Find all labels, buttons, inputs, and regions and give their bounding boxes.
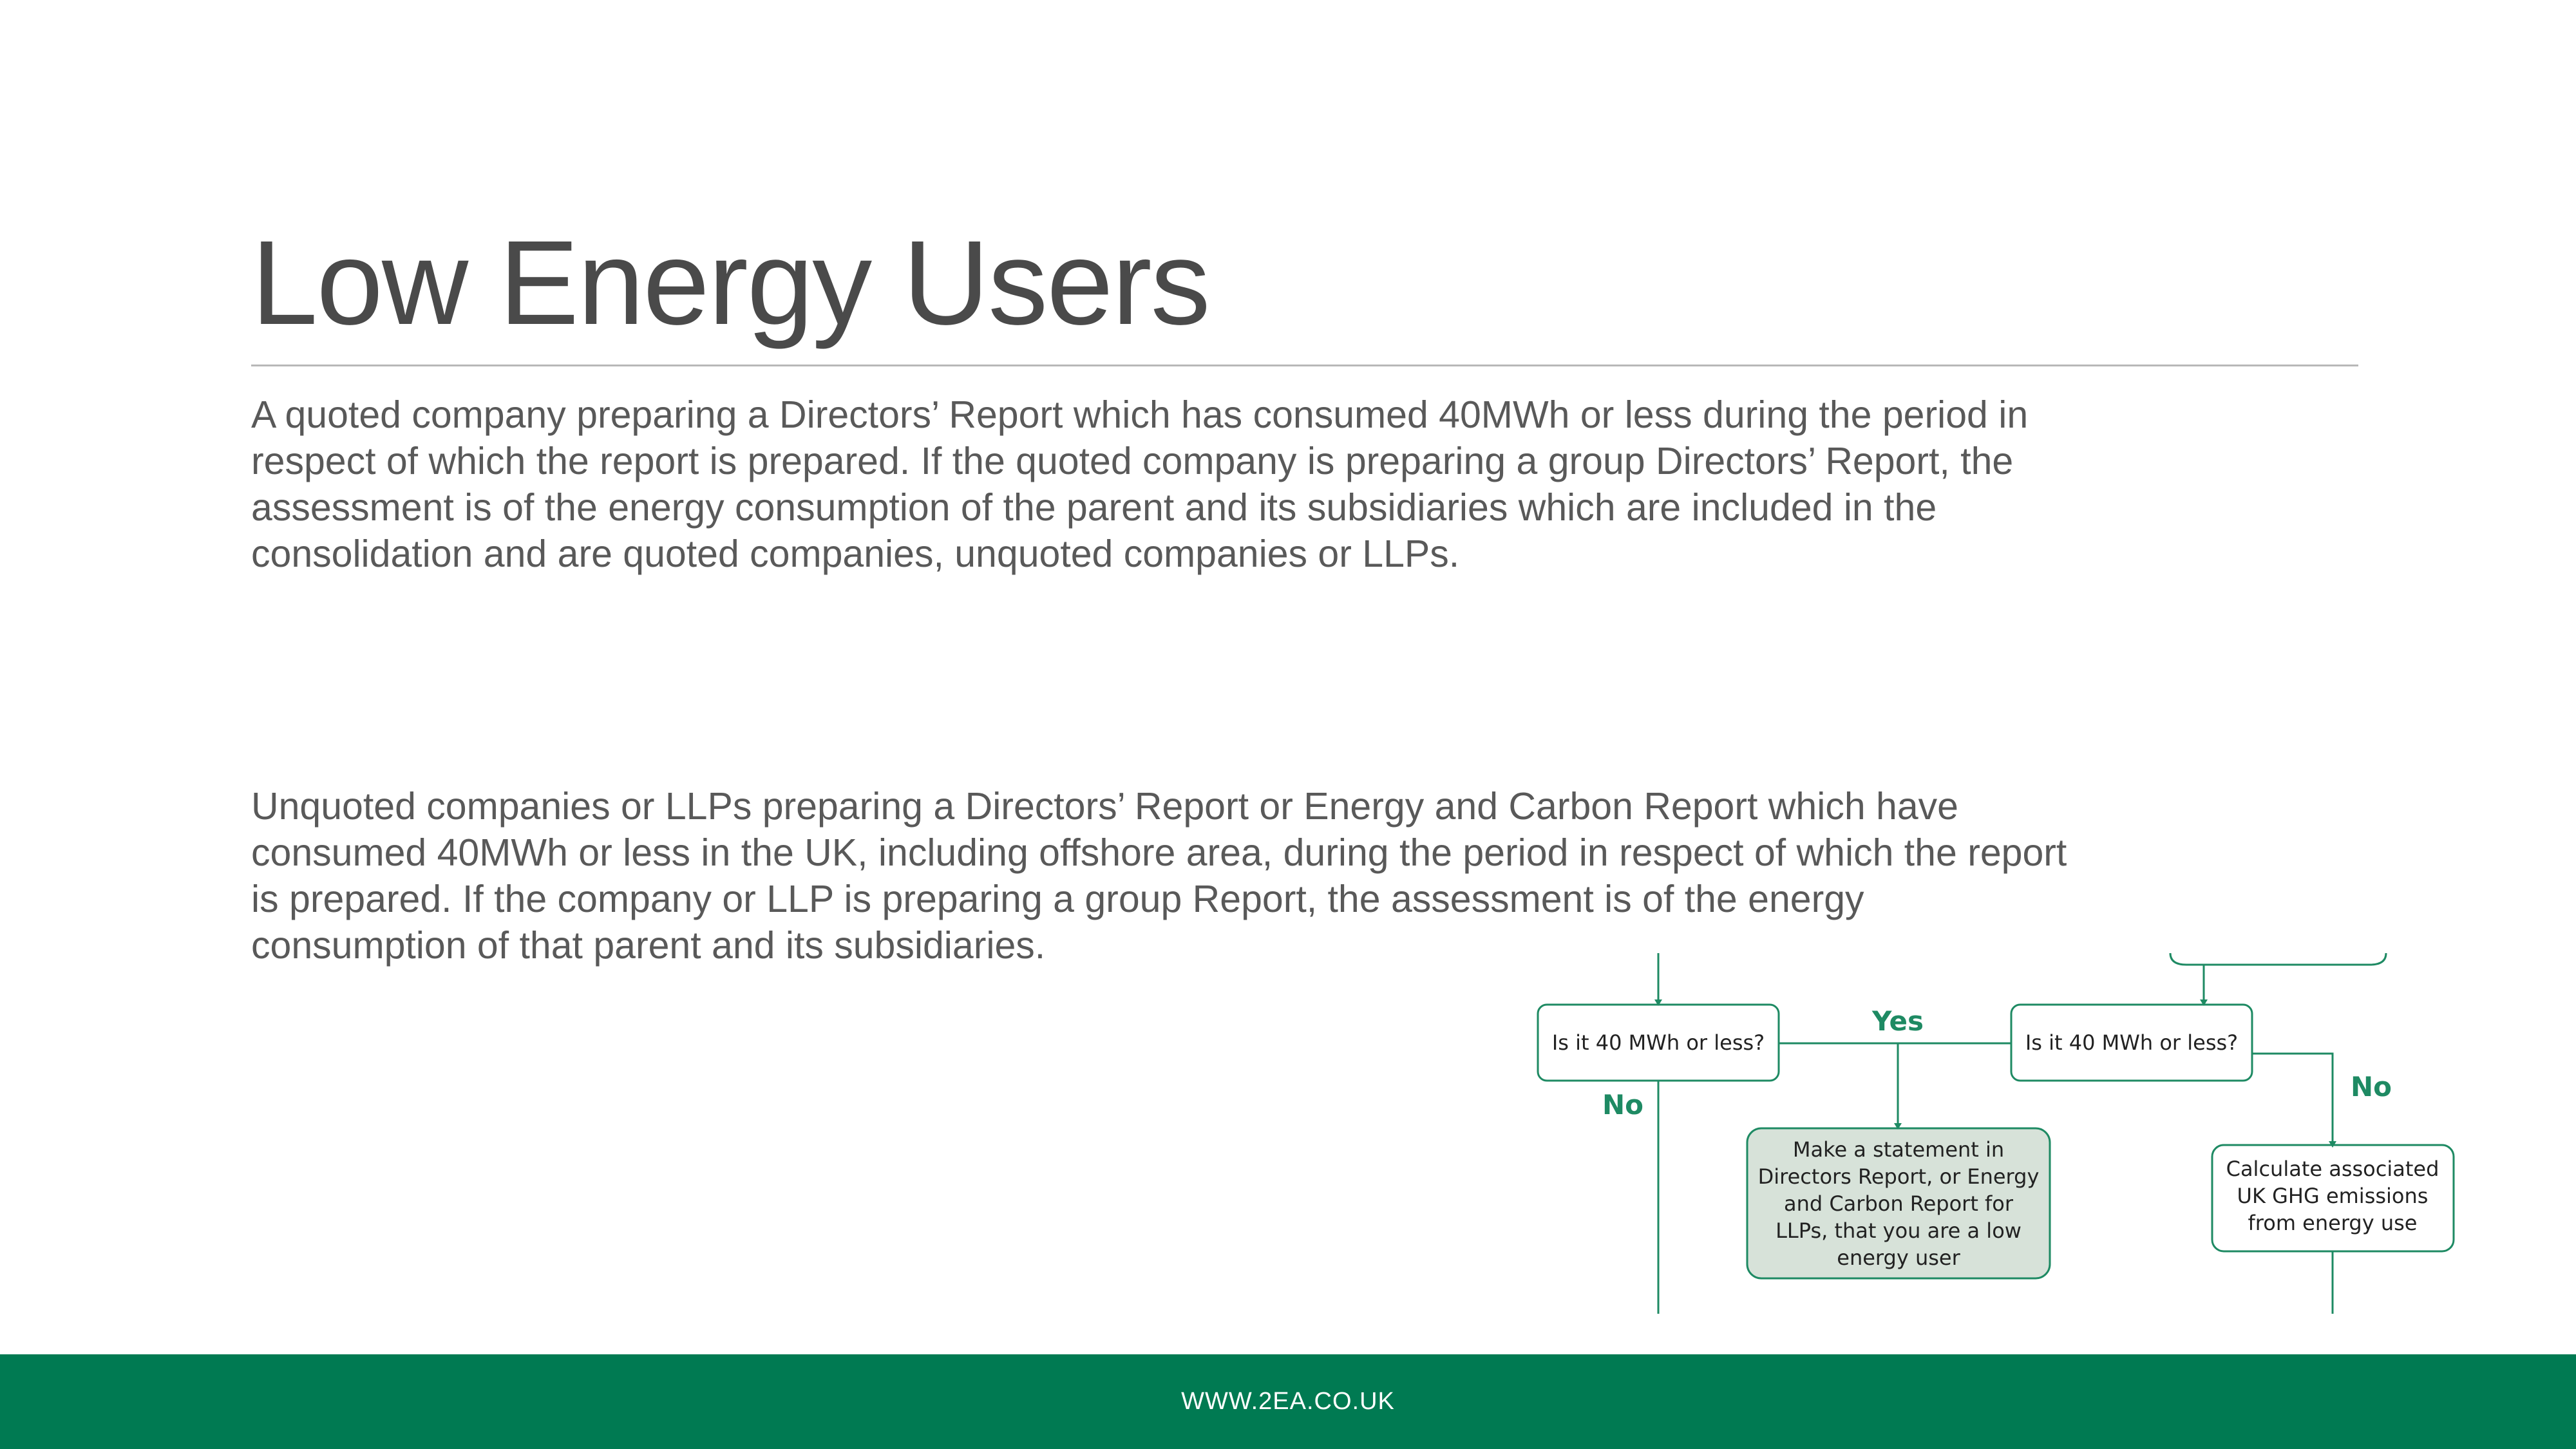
title-divider [251,365,2358,366]
calculate-line: Calculate associated [2226,1157,2439,1181]
no-connector-right [2252,1054,2333,1146]
statement-line: and Carbon Report for [1783,1191,2014,1216]
no-label-left: No [1602,1089,1644,1121]
unquoted-company-paragraph: Unquoted companies or LLPs preparing a Directors’ Report or Energy and Carbon Report which have consumed 40MWh or less in the UK, including offshore area, during the period in respect of which the report is prepared. If the company or LLP is preparing a group Report, the assessment is of the energy consumption of that parent and its subsidiaries. [251,785,2067,967]
question-text-left: Is it 40 MWh or less? [1551,1030,1765,1055]
yes-label: Yes [1871,1005,1924,1037]
question-text-right: Is it 40 MWh or less? [2025,1030,2239,1055]
flow-bracket-top-right [2170,953,2386,965]
no-label-right: No [2350,1071,2392,1103]
calculate-line: from energy use [2248,1211,2418,1235]
slide-title: Low Energy Users [251,216,1209,350]
quoted-company-paragraph: A quoted company preparing a Directors’ Report which has consumed 40MWh or less during the period in respect of which the report is prepared. If the quoted company is preparing a group Directors’ Report, the assessment is of the energy consumption of the parent and its subsidiaries which are included in the consolidation and are quoted companies, unquoted companies or LLPs. [251,393,2029,575]
low-energy-flowchart [1520,953,2473,1320]
statement-line: Make a statement in [1792,1137,2005,1162]
footer-website-link[interactable]: WWW.2EA.CO.UK [1181,1388,1395,1415]
statement-line: LLPs, that you are a low [1776,1218,2022,1243]
calculate-line: UK GHG emissions [2237,1184,2429,1208]
statement-line: energy user [1837,1245,1960,1270]
statement-line: Directors Report, or Energy [1757,1164,2040,1189]
